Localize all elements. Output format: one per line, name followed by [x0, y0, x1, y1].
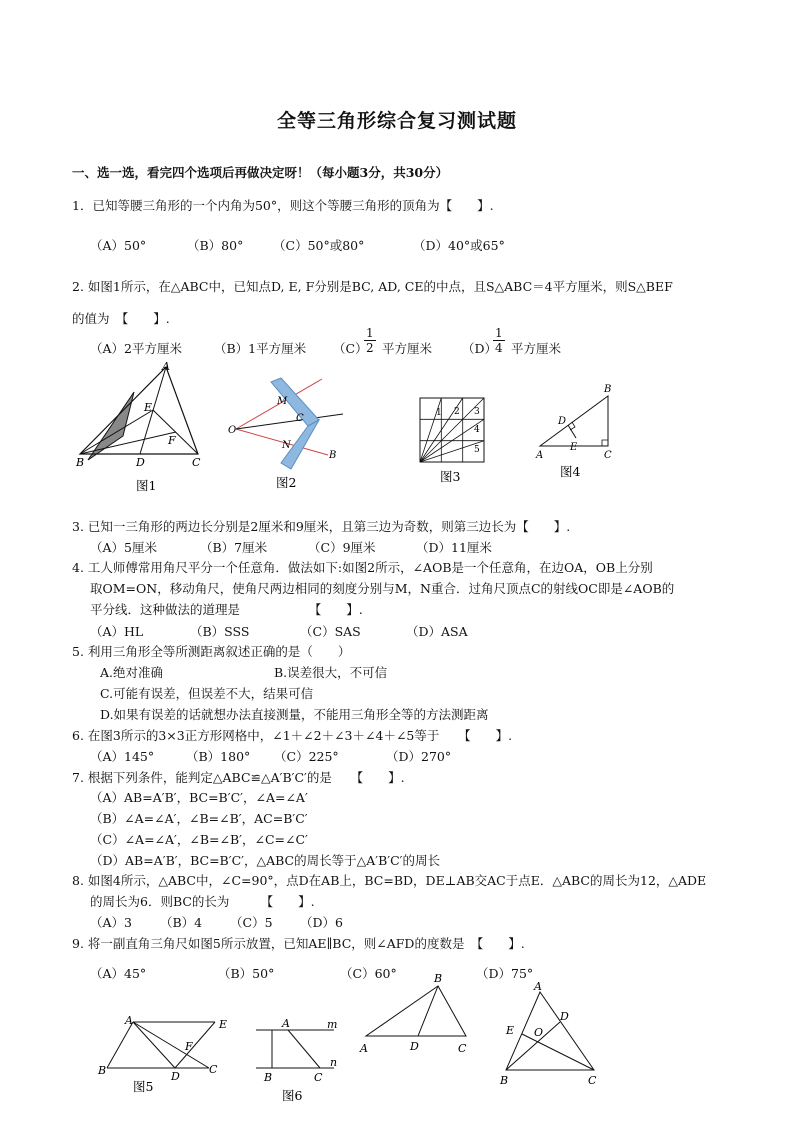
- q7-option-d: （D）AB=A′B′，BC=B′C′，△ABC的周长等于△A′B′C′的周长: [90, 853, 441, 868]
- question-5: 5. 利用三角形全等所测距离叙述正确的是（ ）: [72, 644, 351, 659]
- label-e: E: [219, 1018, 228, 1031]
- q2-option-d-fraction: $\frac{1}{4}$: [495, 326, 503, 355]
- figure-3: [414, 392, 494, 488]
- label-d: D: [560, 1010, 569, 1023]
- caption-fig4: 图4: [560, 464, 581, 479]
- label-d: D: [410, 1040, 419, 1053]
- label-f: F: [185, 1040, 193, 1053]
- label-a: A: [162, 360, 170, 373]
- q8-option-a: （A）3: [90, 915, 132, 930]
- label-c: C: [192, 456, 201, 469]
- label-n: n: [330, 1056, 338, 1069]
- label-c: C: [604, 450, 612, 461]
- figure-2: [226, 370, 356, 495]
- label-e: E: [144, 401, 153, 414]
- figure-1: [70, 360, 210, 495]
- q4-option-b: （B）SSS: [190, 624, 250, 639]
- q7-option-b: （B）∠A=∠A′，∠B=∠B′，AC=B′C′: [90, 811, 308, 826]
- segment-ac: [288, 1030, 320, 1068]
- section-heading: 一、选一选，看完四个选项后再做决定呀！（每小题3分，共30分）: [72, 165, 449, 180]
- question-1: 1．已知等腰三角形的一个内角为50°，则这个等腰三角形的顶角为【 】.: [72, 198, 494, 213]
- label-c: C: [314, 1071, 323, 1084]
- triangle-abc: [540, 396, 608, 446]
- q1-option-c: （C）50°或80°: [273, 238, 365, 253]
- label-c: C: [588, 1074, 597, 1087]
- label-a: A: [282, 1017, 290, 1030]
- segment-ec: [522, 1034, 594, 1070]
- caption-fig5: 图5: [133, 1079, 154, 1094]
- q9-option-d: （D）75°: [476, 966, 534, 981]
- q1-option-b: （B）80°: [187, 238, 244, 253]
- segment-ab: [107, 1022, 133, 1068]
- question-4-line1: 4. 工人师傅常用角尺平分一个任意角．做法如下:如图2所示，∠AOB是一个任意角，在边OA，OB上分别: [72, 560, 653, 575]
- question-9: 9. 将一副直角三角尺如图5所示放置，已知AE∥BC，则∠AFD的度数是 【 】.: [72, 936, 525, 951]
- q2-option-c-fraction: $\frac{1}{2}$: [366, 326, 374, 355]
- q8-option-c: （C）5: [230, 915, 273, 930]
- figure-6: [250, 1014, 350, 1106]
- figure-7: [356, 970, 476, 1060]
- label-o: O: [228, 425, 237, 436]
- label-c: C: [458, 1042, 467, 1055]
- label-a: A: [534, 980, 542, 993]
- question-8-line1: 8. 如图4所示，△ABC中，∠C=90°，点D在AB上，BC=BD，DE⊥AB交AC于点E．△ABC的周长为12，△ADE: [72, 873, 707, 888]
- q6-option-b: （B）180°: [186, 749, 251, 764]
- label-d: D: [136, 456, 145, 469]
- segment-ad: [133, 1022, 175, 1068]
- figure-4: [526, 376, 626, 482]
- label-angle-4: 4: [474, 425, 480, 435]
- label-angle-3: 3: [474, 407, 480, 417]
- label-b: B: [76, 456, 85, 469]
- q2-option-c: （C）: [333, 341, 368, 356]
- q9-option-b: （B）50°: [218, 966, 275, 981]
- q2-option-a: （A）2平方厘米: [90, 341, 182, 356]
- label-angle-1: 1: [436, 408, 442, 418]
- q7-option-a: （A）AB=A′B′，BC=B′C′，∠A=∠A′: [90, 790, 308, 805]
- q2-option-d-unit: 平方厘米: [511, 341, 562, 356]
- question-4-line3: 平分线．这种做法的道理是 【 】.: [90, 602, 363, 617]
- q2-option-b: （B）1平方厘米: [214, 341, 307, 356]
- caption-fig1: 图1: [136, 478, 157, 493]
- q2-option-c-unit: 平方厘米: [382, 341, 433, 356]
- q6-option-c: （C）225°: [274, 749, 339, 764]
- q5-option-a: A.绝对准确: [100, 665, 164, 680]
- label-a: A: [125, 1014, 133, 1027]
- figure-8: [496, 978, 606, 1088]
- q5-option-c: C.可能有误差，但误差不大，结果可信: [100, 686, 314, 701]
- figure-5: [95, 1010, 235, 1096]
- caption-fig3: 图3: [440, 469, 461, 484]
- question-2: 2. 如图1所示，在△ABC中，已知点D, E, F分别是BC, AD, CE的中点，且S△ABC＝4平方厘米，则S△BEF: [72, 279, 673, 294]
- label-o: O: [534, 1026, 544, 1039]
- label-e: E: [570, 442, 578, 453]
- q3-option-b: （B）7厘米: [200, 540, 268, 555]
- question-4-line2: 取OM=ON，移动角尺，使角尺两边相同的刻度分别与M，N重合．过角尺顶点C的射线OC即是∠AOB的: [90, 581, 675, 596]
- q7-option-c: （C）∠A=∠A′，∠B=∠B′，∠C=∠C′: [90, 832, 308, 847]
- label-b: B: [434, 972, 443, 985]
- question-7: 7. 根据下列条件，能判定△ABC≌△A′B′C′的是 【 】.: [72, 770, 405, 785]
- q3-option-d: （D）11厘米: [416, 540, 492, 555]
- q4-option-c: （C）SAS: [300, 624, 361, 639]
- label-a: A: [536, 450, 544, 461]
- segment-bf: [80, 432, 176, 454]
- page-title: 全等三角形综合复习测试题: [276, 110, 517, 132]
- q8-option-b: （B）4: [160, 915, 203, 930]
- ray-oc: [236, 414, 343, 429]
- label-e: E: [506, 1024, 515, 1037]
- q5-option-b: B.误差很大，不可信: [274, 665, 388, 680]
- segment-ac: [133, 1022, 209, 1068]
- label-b: B: [264, 1071, 273, 1084]
- segment-ed: [175, 1022, 215, 1068]
- label-b: B: [604, 384, 612, 395]
- q9-option-a: （A）45°: [90, 966, 147, 981]
- label-angle-5: 5: [474, 445, 480, 455]
- q3-option-c: （C）9厘米: [308, 540, 376, 555]
- caption-fig6: 图6: [282, 1088, 303, 1103]
- label-m: m: [327, 1018, 338, 1031]
- label-d: D: [558, 416, 567, 427]
- label-n: N: [282, 440, 291, 451]
- segment-bd: [506, 1022, 560, 1070]
- label-a: A: [360, 1042, 368, 1055]
- question-8-line2: 的周长为6．则BC的长为 【 】.: [90, 894, 315, 909]
- q5-option-d: D.如果有误差的话就想办法直接测量，不能用三角形全等的方法测距离: [100, 707, 489, 722]
- q2-option-d: （D）: [462, 341, 498, 356]
- question-2-cont: 的值为 【 】.: [72, 311, 170, 326]
- q8-option-d: （D）6: [300, 915, 343, 930]
- q9-option-c: （C）60°: [340, 966, 397, 981]
- q3-option-a: （A）5厘米: [90, 540, 157, 555]
- q6-option-d: （D）270°: [386, 749, 452, 764]
- triangle-abc: [366, 986, 466, 1036]
- q1-option-a: （A）50°: [90, 238, 147, 253]
- q1-option-d: （D）40°或65°: [413, 238, 505, 253]
- q6-option-a: （A）145°: [90, 749, 155, 764]
- label-c: C: [296, 413, 304, 424]
- label-b: B: [329, 450, 337, 461]
- label-d: D: [171, 1070, 180, 1083]
- label-b: B: [98, 1064, 107, 1077]
- label-f: F: [168, 434, 176, 447]
- question-3: 3. 已知一三角形的两边长分别是2厘米和9厘米，且第三边为奇数，则第三边长为【 】.: [72, 519, 571, 534]
- caption-fig2: 图2: [276, 475, 297, 490]
- question-6: 6. 在图3所示的3×3正方形网格中，∠1＋∠2＋∠3＋∠4＋∠5等于 【 】.: [72, 728, 513, 743]
- label-m: M: [277, 396, 288, 407]
- q4-option-a: （A）HL: [90, 624, 144, 639]
- q4-option-d: （D）ASA: [406, 624, 468, 639]
- label-c: C: [209, 1063, 218, 1076]
- label-b: B: [500, 1074, 509, 1087]
- right-angle-c: [602, 440, 608, 446]
- label-angle-2: 2: [454, 407, 460, 417]
